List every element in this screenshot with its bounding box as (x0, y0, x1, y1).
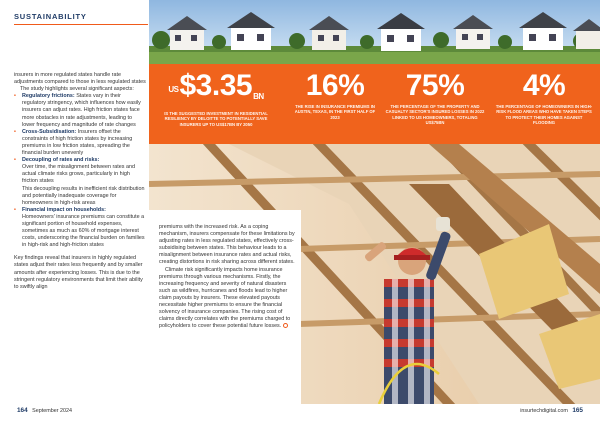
stat-flood-protection (495, 70, 593, 126)
stat-value: $^{US}$\$3.35BN (168, 69, 264, 102)
section-label: SUSTAINABILITY (14, 12, 87, 21)
houses-photo (149, 0, 600, 64)
section-divider (14, 24, 148, 25)
stats-band (149, 64, 600, 144)
site-url[interactable]: insurtechdigital.com (520, 408, 568, 414)
footer-right (520, 407, 586, 414)
body-paragraph: premiums with the increased risk. As a coping mechanism, insurers compensate for these limitations by adjusting rates in less regulated states, effectively cross-subsidising between states. This behaviour leads to a misalignment between insurance rates and actual risks, creating distortions in risk sharing across different states. (159, 224, 295, 266)
left-column (14, 72, 146, 291)
stat-value: 75% (405, 69, 465, 102)
intro-text: insurers in more regulated states handle rate adjustments compared to those in less regulated states (14, 72, 146, 86)
footer-left (14, 407, 72, 414)
page-number: 165 (572, 407, 583, 414)
list-item (14, 207, 146, 250)
stat-description: IS THE SUGGESTED INVESTMENT IN RESIDENTIAL RESILIENCY BY DELOITTE TO POTENTIALLY SAVE INSURERS UP TO US$17BN BY 2050 (164, 111, 268, 127)
findings-text: Key findings reveal that insurers in highly regulated states adjust their rates less frequently and by smaller amounts after experiencing losses. This is due to the stringent regulatory environments that limit their ability to swiftly align (14, 255, 143, 290)
stat-value: 16% (305, 69, 365, 102)
body-paragraph: Climate risk significantly impacts home insurance premiums through various mechanisms. Firstly, the increasing frequency and severity of natural disasters such as wildfires, hurricanes and floods lead to higher claim payouts by insurers. These elevated payouts necessitate higher premiums to ensure the financial solvency of insurance companies. The rising cost of claims directly correlates with the premiums charged to policyholders to cover these potential future losses. (159, 266, 291, 330)
bullet-icon: • (14, 93, 16, 100)
bullet-lead: Decoupling of rates and risks: (22, 157, 100, 164)
bullet-subtext: Over time, the misalignment between rates and actual climate risks grows, particularly in high friction states (22, 164, 135, 185)
bullet-lead: Financial impact on households: (22, 206, 106, 213)
page-number: 164 (17, 407, 28, 414)
stat-insured-losses (385, 70, 485, 126)
bullet-icon: • (14, 206, 16, 213)
list-item (14, 93, 146, 128)
list-item (14, 129, 146, 157)
bullet-icon: • (14, 157, 16, 164)
list-item (14, 157, 146, 207)
middle-column (149, 210, 301, 406)
bullet-text: States vary in their regulatory stringency, which influences how easily insurers can adjust rates. High friction states face more obstacles in rate adjustments, leading to lower frequency and magnitude of rate changes (22, 93, 141, 128)
aspects-list (14, 93, 146, 249)
bullet-subtext: This decoupling results in inefficient risk distribution and potentially inadequate coverage for homeowners in high-risk areas (22, 185, 145, 206)
bullet-icon: • (14, 128, 16, 135)
stat-description: THE PERCENTAGE OF HOMEOWNERS IN HIGH-RISK FLOOD AREAS WHO HAVE TAKEN STEPS TO PROTECT THEIR HOMES AGAINST FLOODING (495, 104, 593, 126)
stat-description: THE PERCENTAGE OF THE PROPERTY AND CASUALTY SECTOR'S INSURED LOSSES IN 2022 LINKED TO US HOMEOWNERS, TOTALING US$75BN (385, 104, 485, 126)
stat-description: THE RISE IN INSURANCE PREMIUMS IN AUSTIN, TEXAS, IN THE FIRST HALF OF 2023 (294, 104, 376, 120)
bullet-text: Insurers offset the constraints of high friction states by increasing premiums in low friction states, spreading the financial burden unevenly (22, 128, 133, 157)
issue-date: September 2024 (32, 408, 73, 414)
stat-investment (157, 70, 275, 127)
stat-premium-rise (291, 70, 379, 120)
bullet-lead: Cross-Subsidisation: (22, 128, 77, 135)
end-of-article-icon (283, 323, 288, 328)
study-text: The study highlights several significant aspects: (20, 86, 134, 93)
stat-value: 4% (522, 69, 566, 102)
bullet-lead: Regulatory frictions: (22, 93, 75, 100)
bullet-subtext: Homeowners' insurance premiums can constitute a significant portion of household expenses, sometimes as much as 60% of mortgage interest costs, underscoring the financial burden on families in high-risk and high-friction states (22, 213, 145, 249)
